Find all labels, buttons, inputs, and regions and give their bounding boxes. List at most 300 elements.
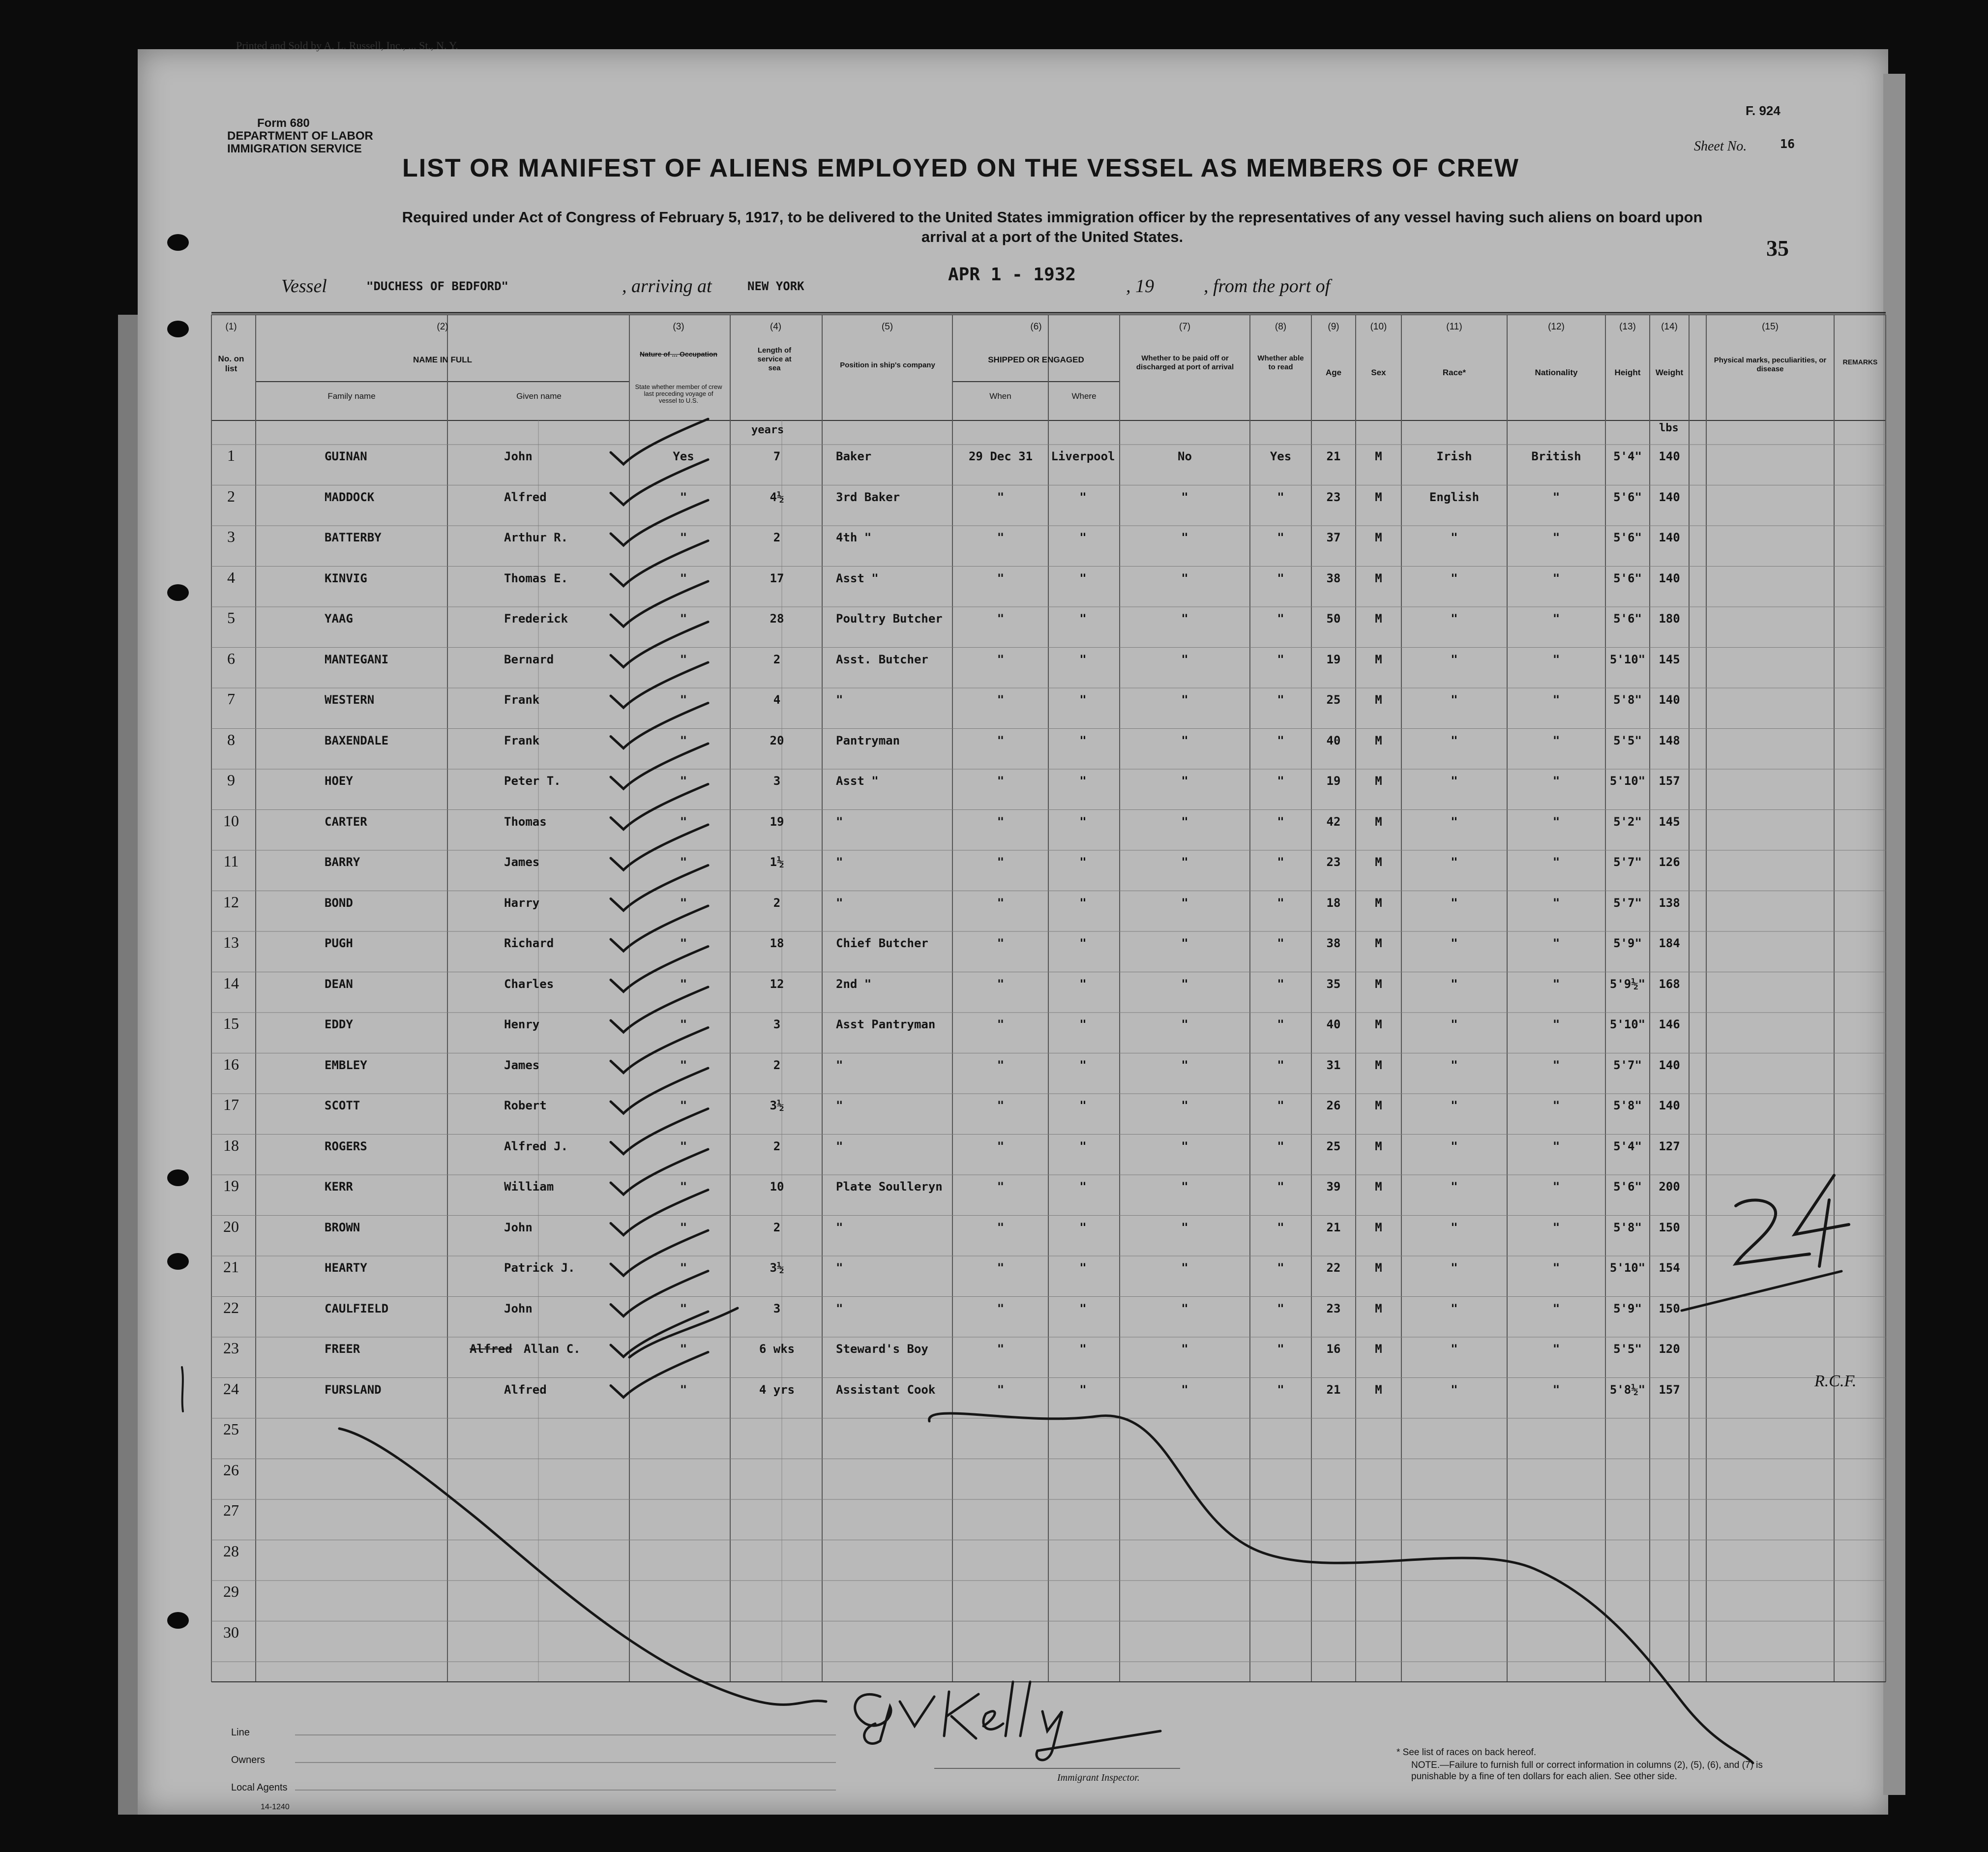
cell-race: "	[1451, 1139, 1458, 1153]
cell-when: "	[997, 977, 1005, 991]
row-number: 16	[223, 1055, 239, 1073]
cell-sex: M	[1375, 1261, 1382, 1275]
check-mark	[611, 703, 708, 748]
signature-stroke	[855, 1682, 1160, 1760]
cell-age: 40	[1326, 733, 1341, 747]
cell-nationality: "	[1552, 1342, 1560, 1356]
cell-paid: "	[1181, 1342, 1188, 1356]
cell-length: 6 wks	[759, 1342, 795, 1356]
cell-age: 39	[1326, 1180, 1341, 1194]
cell-weight: 140	[1659, 490, 1680, 504]
cell-length: 12	[770, 977, 784, 991]
check-mark	[611, 500, 708, 545]
check-mark	[611, 1068, 708, 1113]
cell-sex: M	[1375, 977, 1382, 991]
cell-prev: "	[680, 814, 687, 829]
cell-race: Irish	[1436, 449, 1472, 463]
cell-paid: "	[1181, 774, 1188, 788]
cell-prev: Yes	[673, 449, 694, 463]
check-mark	[611, 906, 708, 951]
cell-prev: "	[680, 612, 687, 626]
cell-weight: 154	[1659, 1261, 1680, 1275]
row-number: 12	[223, 893, 239, 911]
cell-where: "	[1079, 531, 1087, 544]
cell-position: "	[836, 855, 843, 869]
cell-paid: "	[1181, 1017, 1188, 1031]
cell-read: "	[1277, 1099, 1284, 1112]
cell-when: "	[997, 1139, 1005, 1153]
cell-position: Asst. Butcher	[836, 652, 928, 666]
cell-paid: "	[1181, 1261, 1188, 1275]
cell-nationality: "	[1552, 1220, 1560, 1234]
cell-when: "	[997, 1017, 1005, 1031]
colnum-13: (13)	[1619, 322, 1636, 332]
cell-nationality: "	[1552, 531, 1560, 544]
check-mark	[611, 1028, 708, 1073]
cell-when: "	[997, 571, 1005, 585]
cell-weight: 126	[1659, 855, 1680, 869]
cell-family: KINVIG	[325, 571, 367, 585]
cell-age: 21	[1326, 1382, 1341, 1397]
colnum-2: (2)	[437, 322, 448, 332]
cell-paid: "	[1181, 531, 1188, 544]
cancel-stroke-remarks	[1682, 1271, 1841, 1311]
cancel-line-left	[339, 1429, 826, 1704]
cell-where: "	[1079, 774, 1087, 788]
cell-where: "	[1079, 612, 1087, 626]
cell-read: "	[1277, 531, 1284, 544]
cell-where: "	[1079, 1099, 1087, 1112]
cell-length: 18	[770, 936, 784, 950]
cell-race: "	[1451, 855, 1458, 869]
cell-height: 5'6"	[1613, 531, 1642, 544]
cell-read: "	[1277, 652, 1284, 666]
row-number-empty: 29	[223, 1583, 239, 1600]
cell-nationality: "	[1552, 1180, 1560, 1194]
colnum-7: (7)	[1179, 322, 1191, 332]
cell-race: "	[1451, 1180, 1458, 1194]
cell-height: 5'8"	[1613, 693, 1642, 707]
cell-where: "	[1079, 1301, 1087, 1315]
cell-age: 38	[1326, 936, 1341, 950]
header-shipped-engaged: SHIPPED OR ENGAGED	[988, 355, 1084, 364]
cell-weight: 138	[1659, 896, 1680, 910]
cell-family: CARTER	[325, 814, 367, 829]
row-number: 4	[227, 568, 235, 586]
cell-family: WESTERN	[325, 693, 375, 707]
cell-given: William	[504, 1180, 554, 1194]
cell-given: Bernard	[504, 652, 554, 666]
cell-when: 29 Dec 31	[968, 449, 1033, 463]
cell-position: 4th "	[836, 531, 872, 544]
cell-length: 2	[773, 1139, 781, 1153]
cell-age: 19	[1326, 774, 1341, 788]
cell-family: HEARTY	[325, 1261, 367, 1275]
cell-weight: 180	[1659, 612, 1680, 626]
colnum-4: (4)	[770, 322, 782, 332]
row-number-empty: 26	[223, 1461, 239, 1479]
cell-read: "	[1277, 936, 1284, 950]
cell-when: "	[997, 733, 1005, 747]
cell-sex: M	[1375, 733, 1382, 747]
unit-lbs: lbs	[1659, 422, 1679, 434]
cell-paid: No	[1178, 449, 1192, 463]
colnum-3: (3)	[673, 322, 684, 332]
cell-weight: 200	[1659, 1180, 1680, 1194]
cell-length: 2	[773, 531, 781, 544]
cell-read: "	[1277, 814, 1284, 829]
cell-prev: "	[680, 1220, 687, 1234]
cell-read: "	[1277, 1301, 1284, 1315]
cell-sex: M	[1375, 490, 1382, 504]
cell-height: 5'10"	[1609, 774, 1646, 788]
row-number-empty: 30	[223, 1623, 239, 1641]
cell-race: "	[1451, 531, 1458, 544]
cell-race: "	[1451, 652, 1458, 666]
page-title: LIST OR MANIFEST OF ALIENS EMPLOYED ON THE VESSEL AS MEMBERS OF CREW	[402, 154, 1519, 182]
footer-owners-label: Owners	[231, 1755, 265, 1765]
colnum-10: (10)	[1370, 322, 1387, 332]
cell-position: Steward's Boy	[836, 1342, 928, 1356]
colnum-6: (6)	[1030, 322, 1042, 332]
header-sex: Sex	[1371, 368, 1386, 377]
cell-family: GUINAN	[325, 449, 367, 463]
cell-where: "	[1079, 1058, 1087, 1072]
cell-sex: M	[1375, 1220, 1382, 1234]
cell-position: "	[836, 1139, 843, 1153]
footer-form-ref: 14-1240	[261, 1803, 290, 1811]
cell-sex: M	[1375, 855, 1382, 869]
cell-sex: M	[1375, 896, 1382, 910]
cell-given: Richard	[504, 936, 554, 950]
cell-length: 17	[770, 571, 784, 585]
cell-nationality: "	[1552, 1139, 1560, 1153]
cell-prev: "	[680, 1382, 687, 1397]
cell-family: FREER	[325, 1342, 360, 1356]
cell-weight: 127	[1659, 1139, 1680, 1153]
row-number: 18	[223, 1136, 239, 1154]
cell-position: Poultry Butcher	[836, 612, 943, 626]
cell-read: "	[1277, 612, 1284, 626]
row-number: 3	[227, 528, 235, 545]
cell-given: Alfred	[504, 1382, 547, 1397]
check-mark	[611, 1109, 708, 1154]
header-length-service: Length of service at sea	[757, 346, 792, 372]
row-number: 10	[223, 811, 239, 830]
cell-weight: 145	[1659, 814, 1680, 829]
cell-age: 31	[1326, 1058, 1341, 1072]
cell-prev: "	[680, 1342, 687, 1356]
cell-family: KERR	[325, 1180, 353, 1194]
cell-age: 18	[1326, 896, 1341, 910]
footer-inspector-label: Immigrant Inspector.	[1057, 1772, 1140, 1783]
cell-height: 5'7"	[1613, 1058, 1642, 1072]
cell-prev: "	[680, 774, 687, 788]
colnum-11: (11)	[1446, 322, 1462, 332]
header-position: Position in ship's company	[840, 361, 935, 369]
form-number: Form 680	[257, 117, 310, 130]
cell-paid: "	[1181, 855, 1188, 869]
cell-height: 5'6"	[1613, 612, 1642, 626]
cell-length: 3	[773, 1301, 781, 1315]
cell-nationality: British	[1531, 449, 1581, 463]
cancel-row-23	[629, 1308, 738, 1357]
cell-when: "	[997, 1342, 1005, 1356]
cell-read: "	[1277, 1139, 1284, 1153]
subtitle-line-1: Required under Act of Congress of February 5, 1917, to be delivered to the United States immigration officer by the representatives of any vessel having such aliens on board upon	[402, 209, 1703, 226]
cell-race: "	[1451, 1058, 1458, 1072]
cell-age: 22	[1326, 1261, 1341, 1275]
cell-race: "	[1451, 936, 1458, 950]
cell-race: "	[1451, 571, 1458, 585]
cell-sex: M	[1375, 1342, 1382, 1356]
colnum-5: (5)	[881, 322, 893, 332]
cell-when: "	[997, 896, 1005, 910]
cell-height: 5'6"	[1613, 490, 1642, 504]
row-number: 7	[227, 690, 235, 708]
cell-length: 3	[773, 1017, 781, 1031]
cell-sex: M	[1375, 1301, 1382, 1315]
cell-where: "	[1079, 814, 1087, 829]
cell-age: 26	[1326, 1099, 1341, 1112]
cell-family: SCOTT	[325, 1099, 360, 1112]
cell-length: 19	[770, 814, 784, 829]
cell-position: "	[836, 1301, 843, 1315]
check-mark	[611, 866, 708, 911]
cell-age: 50	[1326, 612, 1341, 626]
cell-sex: M	[1375, 1382, 1382, 1397]
cell-paid: "	[1181, 571, 1188, 585]
cell-paid: "	[1181, 1139, 1188, 1153]
cell-given: John	[504, 1301, 533, 1315]
cell-nationality: "	[1552, 652, 1560, 666]
header-no-on-list: No. on list	[218, 354, 244, 373]
cell-where: "	[1079, 1220, 1087, 1234]
cell-race: English	[1429, 490, 1480, 504]
cell-given: Allan C.	[524, 1342, 581, 1356]
cell-read: "	[1277, 1017, 1284, 1031]
cell-sex: M	[1375, 1099, 1382, 1112]
cell-when: "	[997, 1220, 1005, 1234]
cell-height: 5'9½"	[1609, 977, 1646, 991]
cell-height: 5'6"	[1613, 1180, 1642, 1194]
cell-given: Robert	[504, 1099, 547, 1112]
cell-nationality: "	[1552, 1099, 1560, 1112]
cell-length: 2	[773, 1220, 781, 1234]
cell-read: "	[1277, 977, 1284, 991]
header-age: Age	[1325, 368, 1342, 377]
row-number: 17	[223, 1096, 239, 1113]
cell-family: BAXENDALE	[325, 733, 389, 747]
cell-prev: "	[680, 1261, 687, 1275]
colnum-8: (8)	[1275, 322, 1287, 332]
cell-nationality: "	[1552, 612, 1560, 626]
cell-read: "	[1277, 693, 1284, 707]
cell-sex: M	[1375, 612, 1382, 626]
cell-sex: M	[1375, 1017, 1382, 1031]
cell-nationality: "	[1552, 814, 1560, 829]
check-mark	[611, 1190, 708, 1235]
cell-given: Frank	[504, 693, 540, 707]
cell-family: FURSLAND	[325, 1382, 382, 1397]
row-number: 11	[223, 852, 239, 870]
cell-read: "	[1277, 490, 1284, 504]
cell-when: "	[997, 1301, 1005, 1315]
cell-given: James	[504, 855, 540, 869]
cell-prev: "	[680, 1058, 687, 1072]
header-paid-off: Whether to be paid off or discharged at port of arrival	[1136, 354, 1234, 371]
cell-sex: M	[1375, 652, 1382, 666]
cell-race: "	[1451, 1301, 1458, 1315]
cell-position: Assistant Cook	[836, 1382, 936, 1397]
cell-when: "	[997, 490, 1005, 504]
cell-race: "	[1451, 612, 1458, 626]
cell-paid: "	[1181, 896, 1188, 910]
cell-position: 3rd Baker	[836, 490, 900, 504]
cell-read: "	[1277, 571, 1284, 585]
page-mark: 35	[1766, 236, 1789, 261]
cell-family: EDDY	[325, 1017, 353, 1031]
vessel-label: Vessel	[281, 276, 327, 297]
date-stamp: APR 1 - 1932	[948, 265, 1076, 285]
cell-weight: 150	[1659, 1220, 1680, 1234]
cell-position: Chief Butcher	[836, 936, 928, 950]
header-when: When	[989, 391, 1011, 401]
cell-where: "	[1079, 490, 1087, 504]
cell-read: "	[1277, 1342, 1284, 1356]
cell-when: "	[997, 1099, 1005, 1112]
cell-given: Harry	[504, 896, 540, 910]
cell-family: BATTERBY	[325, 531, 382, 544]
header-name-in-full: NAME IN FULL	[413, 355, 472, 364]
cell-weight: 146	[1659, 1017, 1680, 1031]
cancel-line-right	[929, 1413, 1753, 1763]
cell-prev: "	[680, 571, 687, 585]
sheet-number: 16	[1780, 137, 1795, 151]
check-marks	[611, 419, 708, 1398]
cell-paid: "	[1181, 936, 1188, 950]
cell-length: 10	[770, 1180, 784, 1194]
year-label: , 19	[1126, 276, 1154, 297]
cell-read: "	[1277, 733, 1284, 747]
cell-race: "	[1451, 774, 1458, 788]
footer-note: NOTE.—Failure to furnish full or correct information in columns (2), (5), (6), and (7) is punishable by a fine of ten dollars for each alien. See other side.	[1411, 1760, 1763, 1782]
cell-weight: 145	[1659, 652, 1680, 666]
cell-race: "	[1451, 1261, 1458, 1275]
cell-height: 5'6"	[1613, 571, 1642, 585]
cell-prev: "	[680, 490, 687, 504]
cell-prev: "	[680, 1139, 687, 1153]
cell-height: 5'5"	[1613, 1342, 1642, 1356]
cell-height: 5'8"	[1613, 1220, 1642, 1234]
check-mark	[611, 662, 708, 708]
struck-given-name: Alfred	[470, 1342, 512, 1356]
cell-when: "	[997, 1261, 1005, 1275]
cell-position: "	[836, 896, 843, 910]
cell-length: 2	[773, 652, 781, 666]
cell-where: "	[1079, 1017, 1087, 1031]
cell-nationality: "	[1552, 571, 1560, 585]
cell-where: "	[1079, 855, 1087, 869]
check-mark	[611, 1352, 708, 1398]
cell-when: "	[997, 1180, 1005, 1194]
check-mark	[611, 460, 708, 505]
cell-length: 3	[773, 774, 781, 788]
row-number-empty: 27	[223, 1501, 239, 1519]
cell-height: 5'4"	[1613, 449, 1642, 463]
cell-when: "	[997, 652, 1005, 666]
cell-weight: 148	[1659, 733, 1680, 747]
cell-sex: M	[1375, 531, 1382, 544]
cell-position: "	[836, 1058, 843, 1072]
cell-given: Alfred J.	[504, 1139, 568, 1153]
cell-nationality: "	[1552, 1382, 1560, 1397]
cell-height: 5'8"	[1613, 1099, 1642, 1112]
row-number: 6	[227, 649, 235, 667]
cell-nationality: "	[1552, 855, 1560, 869]
cell-position: "	[836, 814, 843, 829]
header-nationality: Nationality	[1535, 368, 1578, 377]
row-number: 20	[223, 1217, 239, 1235]
cell-given: John	[504, 1220, 533, 1234]
cell-position: Baker	[836, 449, 872, 463]
colnum-15: (15)	[1762, 322, 1779, 332]
cell-age: 40	[1326, 1017, 1341, 1031]
cell-given: Charles	[504, 977, 554, 991]
cell-weight: 140	[1659, 693, 1680, 707]
check-mark	[611, 1230, 708, 1276]
row-number: 15	[223, 1015, 239, 1032]
header-height: Height	[1614, 368, 1641, 377]
cell-length: 3½	[770, 1099, 784, 1112]
vessel-name: "DUCHESS OF BEDFORD"	[366, 279, 508, 293]
cell-paid: "	[1181, 977, 1188, 991]
cell-when: "	[997, 531, 1005, 544]
cell-length: 7	[773, 449, 781, 463]
cell-weight: 140	[1659, 1058, 1680, 1072]
cell-height: 5'5"	[1613, 733, 1642, 747]
check-mark	[611, 1312, 708, 1357]
cell-height: 5'10"	[1609, 1017, 1646, 1031]
cell-length: 4½	[770, 490, 784, 504]
cell-height: 5'7"	[1613, 896, 1642, 910]
cell-when: "	[997, 936, 1005, 950]
check-mark	[611, 744, 708, 789]
row-number: 19	[223, 1177, 239, 1195]
row-number: 24	[223, 1379, 239, 1398]
cell-age: 23	[1326, 490, 1341, 504]
cell-sex: M	[1375, 1180, 1382, 1194]
cell-nationality: "	[1552, 490, 1560, 504]
cell-given: Henry	[504, 1017, 540, 1031]
handwritten-remark: R.C.F.	[1814, 1372, 1857, 1390]
cell-read: "	[1277, 855, 1284, 869]
cell-read: "	[1277, 1382, 1284, 1397]
cell-given: Arthur R.	[504, 531, 568, 544]
total-digit-2	[1736, 1200, 1810, 1264]
cell-sex: M	[1375, 571, 1382, 585]
unit-years: years	[751, 424, 784, 436]
cell-position: Asst Pantryman	[836, 1017, 936, 1031]
cell-nationality: "	[1552, 693, 1560, 707]
total-digit-4	[1795, 1175, 1849, 1266]
cell-where: "	[1079, 1382, 1087, 1397]
header-able-read: Whether able to read	[1257, 354, 1304, 371]
cell-length: 2	[773, 896, 781, 910]
row-number: 23	[223, 1339, 239, 1357]
cell-height: 5'8½"	[1609, 1382, 1646, 1397]
cell-where: "	[1079, 1139, 1087, 1153]
